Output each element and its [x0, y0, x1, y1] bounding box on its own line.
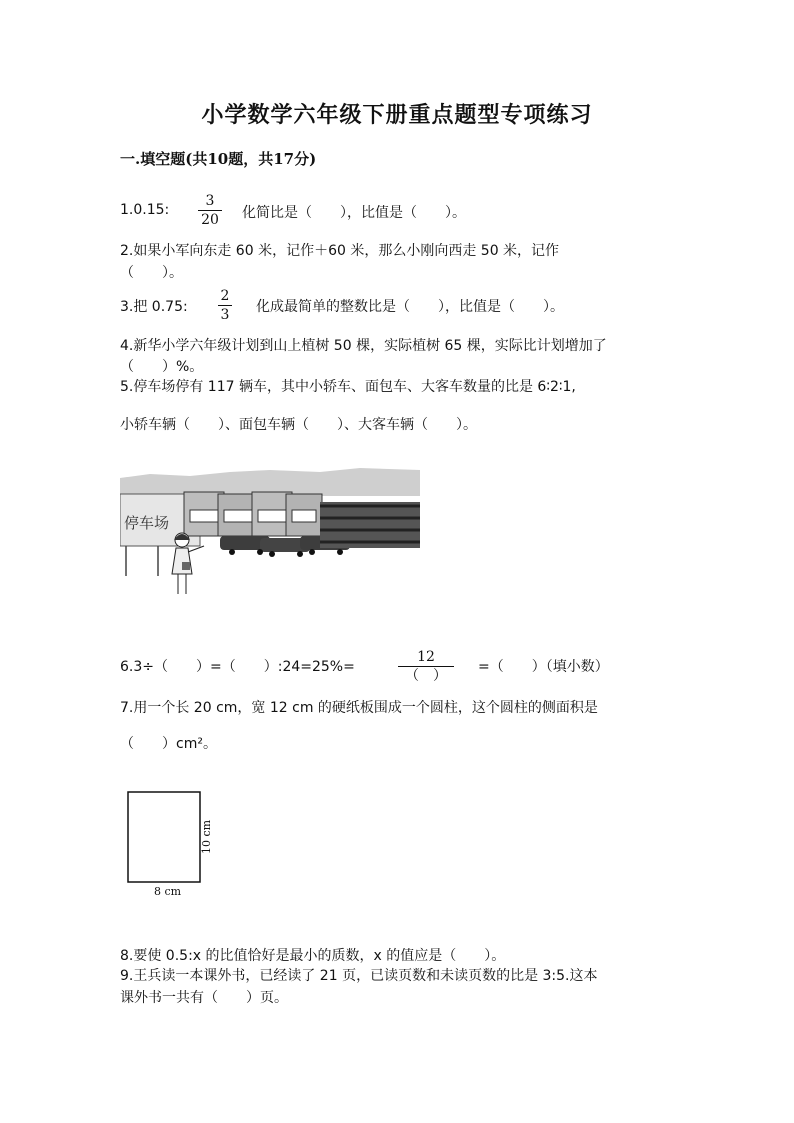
parking-lot-illustration [120, 466, 420, 600]
q6-suffix: =（ ）（填小数） [478, 659, 609, 675]
q6-prefix: 6.3÷（ ）=（ ）:24=25%= [120, 659, 355, 675]
q3-prefix: 3.把 0.75: [120, 299, 188, 315]
q1-fraction [198, 193, 222, 228]
q5-line2: 小轿车辆（ ）、面包车辆（ ）、大客车辆（ ）。 [120, 417, 477, 433]
q9-line1: 9.王兵读一本课外书，已经读了 21 页，已读页数和未读页数的比是 3:5.这本 [120, 968, 598, 984]
buses-group [184, 492, 322, 536]
q3-frac-denominator: 3 [220, 307, 230, 323]
rect-height-label: 10 cm [200, 819, 213, 854]
rect-width-label: 8 cm [154, 885, 182, 898]
q1-frac-denominator: 20 [201, 212, 219, 228]
q3-frac-bar [218, 305, 232, 306]
q1-suffix: 化简比是（ ），比值是（ ）。 [242, 205, 466, 221]
q3-frac-numerator: 2 [220, 288, 230, 304]
q7-line1: 7.用一个长 20 cm，宽 12 cm 的硬纸板围成一个圆柱，这个圆柱的侧面积是 [120, 700, 598, 716]
section-heading: 一.填空题(共10题，共17分) [120, 150, 317, 168]
q8-line1: 8.要使 0.5:x 的比值恰好是最小的质数，x 的值应是（ ）。 [120, 948, 506, 964]
parking-sign-text: 停车场 [124, 514, 170, 532]
q6-frac-bar [398, 666, 454, 667]
q3-suffix: 化成最简单的整数比是（ ），比值是（ ）。 [256, 299, 564, 315]
q1-frac-bar [198, 210, 222, 211]
q6-frac-denominator: （ ） [405, 668, 447, 684]
q4-line2: （ ）%。 [120, 359, 204, 375]
q9-line2: 课外书一共有（ ）页。 [120, 990, 288, 1006]
q2-line1: 2.如果小军向东走 60 米，记作＋60 米，那么小刚向西走 50 米，记作 [120, 243, 560, 259]
q6-frac-numerator: 12 [417, 649, 435, 665]
q4-line1: 4.新华小学六年级计划到山上植树 50 棵，实际植树 65 棵，实际比计划增加了 [120, 338, 607, 354]
page-title: 小学数学六年级下册重点题型专项练习 [201, 102, 593, 128]
rectangle-figure [118, 784, 228, 900]
q7-line2: （ ）cm²。 [120, 736, 217, 752]
q5-line1: 5.停车场停有 117 辆车，其中小轿车、面包车、大客车数量的比是 6∶2∶1, [120, 379, 576, 395]
q1-frac-numerator: 3 [205, 193, 215, 209]
q2-line2: （ ）。 [120, 265, 183, 281]
q3-fraction [218, 288, 232, 323]
q1-prefix: 1.0.15: [120, 202, 170, 218]
rectangle-shape [128, 792, 200, 882]
q6-fraction [398, 649, 454, 684]
